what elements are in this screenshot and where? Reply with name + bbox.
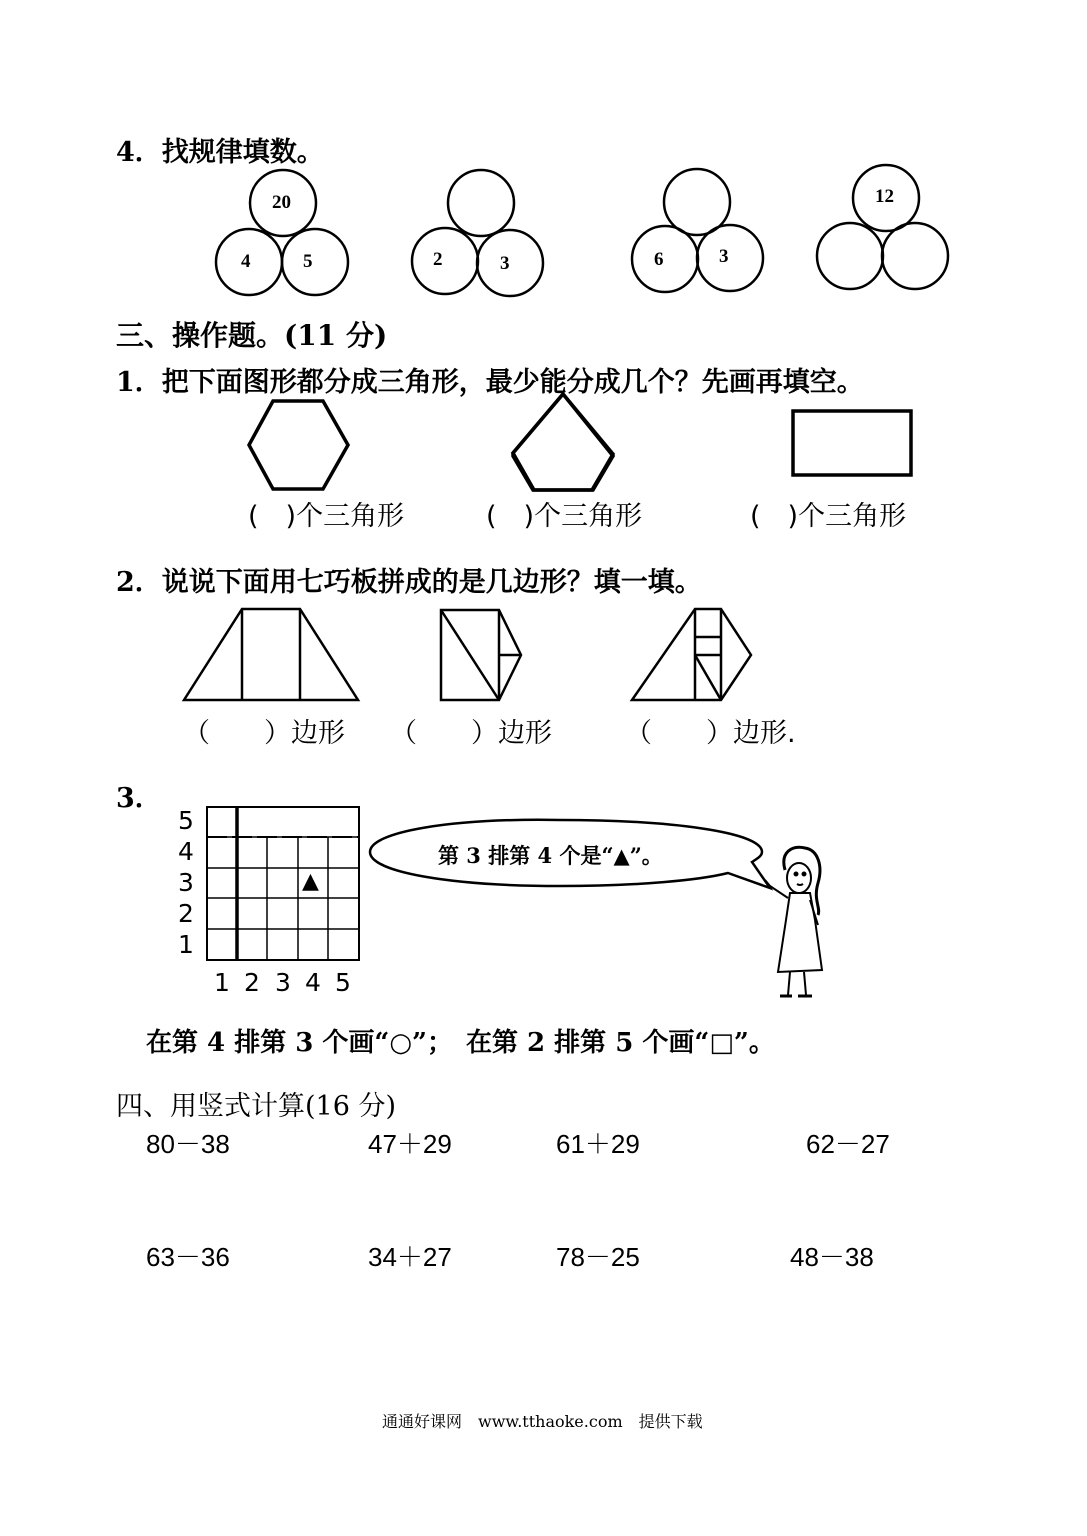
q1-prompt: 1．把下面图形都分成三角形，最少能分成几个？先画再填空。	[116, 367, 864, 398]
col-label: 3	[275, 968, 291, 997]
row-label: 5	[178, 806, 194, 835]
tangram-shape-2	[441, 610, 521, 700]
circle-number: 5	[303, 251, 313, 272]
pentagon-shape-base	[513, 394, 613, 490]
section3-title: 三、操作题。(11 分)	[116, 319, 388, 352]
q2-prompt: 2．说说下面用七巧板拼成的是几边形？填一填。	[116, 567, 702, 598]
q1-answer-rectangle: ( )个三角形	[750, 501, 907, 532]
circle-number: 3	[719, 246, 729, 267]
row-label: 1	[178, 930, 194, 959]
q2-answer-2: （ ）边形	[390, 718, 552, 749]
calc-item: 61＋29	[556, 1129, 640, 1159]
calc-item: 80－38	[146, 1129, 230, 1159]
q1-answer-pentagon: ( )个三角形	[486, 501, 643, 532]
triangle-marker: ▲	[302, 869, 319, 894]
row-label: 2	[178, 899, 194, 928]
girl-illustration	[765, 847, 822, 996]
row-label: 4	[178, 837, 194, 866]
col-label: 4	[305, 968, 321, 997]
q4-title: 4．找规律填数。	[116, 137, 324, 168]
circle-g1-right	[282, 229, 348, 295]
calc-item: 62－27	[806, 1129, 890, 1159]
q3-instruction: 在第 4 排第 3 个画“○”； 在第 2 排第 5 个画“□”。	[146, 1028, 775, 1058]
calc-item: 48－38	[790, 1242, 874, 1272]
q2-answer-3: （ ）边形.	[625, 718, 796, 749]
tangram-trapezoid	[184, 609, 358, 700]
calc-item: 34＋27	[368, 1242, 452, 1272]
circle-g3-right	[697, 225, 763, 291]
q2-answer-1: （ ）边形	[183, 718, 345, 749]
position-grid	[207, 807, 359, 960]
circle-number: 6	[654, 249, 664, 270]
circle-number: 4	[241, 251, 251, 272]
rectangle-shape	[793, 411, 911, 475]
circle-number: 20	[272, 192, 291, 213]
pentagon-shape	[513, 394, 613, 490]
circle-g2-left	[412, 228, 478, 294]
calc-item: 78－25	[556, 1242, 640, 1272]
circle-g2-right	[477, 230, 543, 296]
circle-groups	[216, 165, 948, 296]
q1-answer-hexagon: ( )个三角形	[248, 501, 405, 532]
calc-item: 63－36	[146, 1242, 230, 1272]
col-label: 2	[244, 968, 260, 997]
circle-g3-left	[632, 226, 698, 292]
row-label: 3	[178, 868, 194, 897]
circle-number: 12	[875, 186, 894, 207]
footer-credit: 通通好课网 www.tthaoke.com 提供下载	[382, 1412, 703, 1431]
q3-number: 3．	[116, 783, 162, 814]
circle-number: 2	[433, 249, 443, 270]
tangram-shape-3	[632, 609, 751, 700]
circle-g2-top	[448, 170, 514, 236]
col-label: 5	[335, 968, 351, 997]
circle-g4-left	[817, 223, 883, 289]
section4-title: 四、用竖式计算(16 分)	[116, 1091, 397, 1122]
calc-item: 47＋29	[368, 1129, 452, 1159]
circle-g4-right	[882, 223, 948, 289]
col-label: 1	[214, 968, 230, 997]
hexagon-shape	[249, 401, 348, 489]
circle-number: 3	[500, 253, 510, 274]
circle-g3-top	[664, 169, 730, 235]
speech-text: 第 3 排第 4 个是“▲”。	[438, 843, 663, 868]
